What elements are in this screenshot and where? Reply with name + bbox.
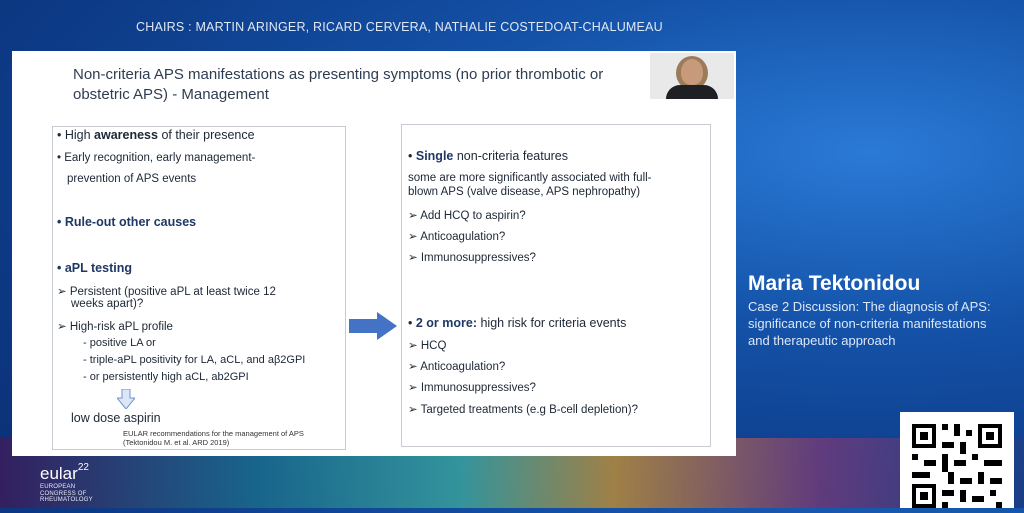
congress-line2: CONGRESS OF	[40, 490, 87, 497]
bullet-awareness	[57, 128, 255, 142]
hcq: ➢ HCQ	[408, 340, 447, 352]
bullet-awareness-bold: awareness	[94, 128, 158, 142]
association-line1: some are more significantly associated with full-	[408, 172, 652, 184]
eular-logo-text: eular	[40, 464, 78, 483]
down-arrow-icon	[117, 389, 135, 409]
sub-positive-la: - positive LA or	[83, 337, 156, 349]
single-bullet: •	[408, 149, 416, 163]
reference-line1: EULAR recommendations for the management of APS	[123, 429, 304, 438]
slide-title	[73, 65, 653, 105]
right-arrow-icon	[349, 312, 397, 340]
association-line2: blown APS (valve disease, APS nephropathy)	[408, 186, 641, 198]
qr-code-icon	[900, 412, 1014, 508]
sub-triple-apl: - triple-aPL positivity for LA, aCL, and aβ2GPI	[83, 354, 306, 366]
two-or-more-bullet: •	[408, 316, 416, 330]
targeted-treatments: ➢ Targeted treatments (e.g B-cell depletion)?	[408, 404, 638, 416]
presentation-slide	[12, 51, 736, 456]
bullet-apl-testing: • aPL testing	[57, 261, 132, 275]
speaker-body	[666, 85, 718, 99]
anticoagulation-2: ➢ Anticoagulation?	[408, 361, 506, 373]
congress-label	[40, 484, 93, 504]
reference-line2: (Tektonidou M. et al. ARD 2019)	[123, 438, 230, 447]
single-post: non-criteria features	[453, 149, 569, 163]
two-or-more-heading	[408, 316, 626, 330]
chairs-banner: CHAIRS : MARTIN ARINGER, RICARD CERVERA, NATHALIE COSTEDOAT-CHALUMEAU	[136, 20, 663, 34]
slide-title-line1: Non-criteria APS manifestations as presenting symptoms (no prior thrombotic or	[73, 66, 604, 83]
single-bold: Single	[415, 149, 454, 163]
left-content-box	[52, 126, 346, 450]
speaker-video-thumbnail	[650, 53, 734, 99]
two-or-more-bold: 2 or more:	[415, 316, 477, 330]
congress-line3: RHEUMATOLOGY	[40, 497, 93, 503]
sub-persistently-high: - or persistently high aCL, ab2GPI	[83, 371, 249, 383]
slide-title-line2: obstetric APS) - Management	[73, 86, 269, 103]
anticoagulation-1: ➢ Anticoagulation?	[408, 231, 506, 243]
immunosuppressives-2: ➢ Immunosuppressives?	[408, 382, 536, 394]
congress-line1: EUROPEAN	[40, 484, 76, 490]
eular-logo-year: 22	[77, 462, 89, 473]
high-risk-profile: ➢ High-risk aPL profile	[57, 321, 173, 333]
bullet-early-recognition-line1: • Early recognition, early management-	[57, 152, 256, 164]
immunosuppressives-1: ➢ Immunosuppressives?	[408, 252, 536, 264]
bullet-awareness-post: of their presence	[157, 128, 255, 142]
bullet-rule-out: • Rule-out other causes	[57, 215, 197, 229]
eular-logo	[40, 464, 89, 484]
talk-title: Case 2 Discussion: The diagnosis of APS: significance of non-criteria manifestations and therapeutic approach	[748, 299, 991, 348]
speaker-face	[681, 59, 703, 85]
add-hcq: ➢ Add HCQ to aspirin?	[408, 210, 526, 222]
bullet-awareness-pre: • High	[57, 128, 95, 142]
bullet-early-recognition-line2: prevention of APS events	[67, 173, 197, 185]
right-content-box	[401, 124, 711, 447]
persistent-line2: weeks apart)?	[71, 298, 144, 310]
two-or-more-post: high risk for criteria events	[477, 316, 627, 330]
single-features-heading	[408, 149, 568, 163]
persistent-line1: ➢ Persistent (positive aPL at least twice 12	[57, 286, 276, 298]
speaker-name: Maria Tektonidou	[748, 272, 921, 295]
low-dose-aspirin: low dose aspirin	[71, 411, 161, 425]
qr-code[interactable]	[900, 412, 1014, 508]
